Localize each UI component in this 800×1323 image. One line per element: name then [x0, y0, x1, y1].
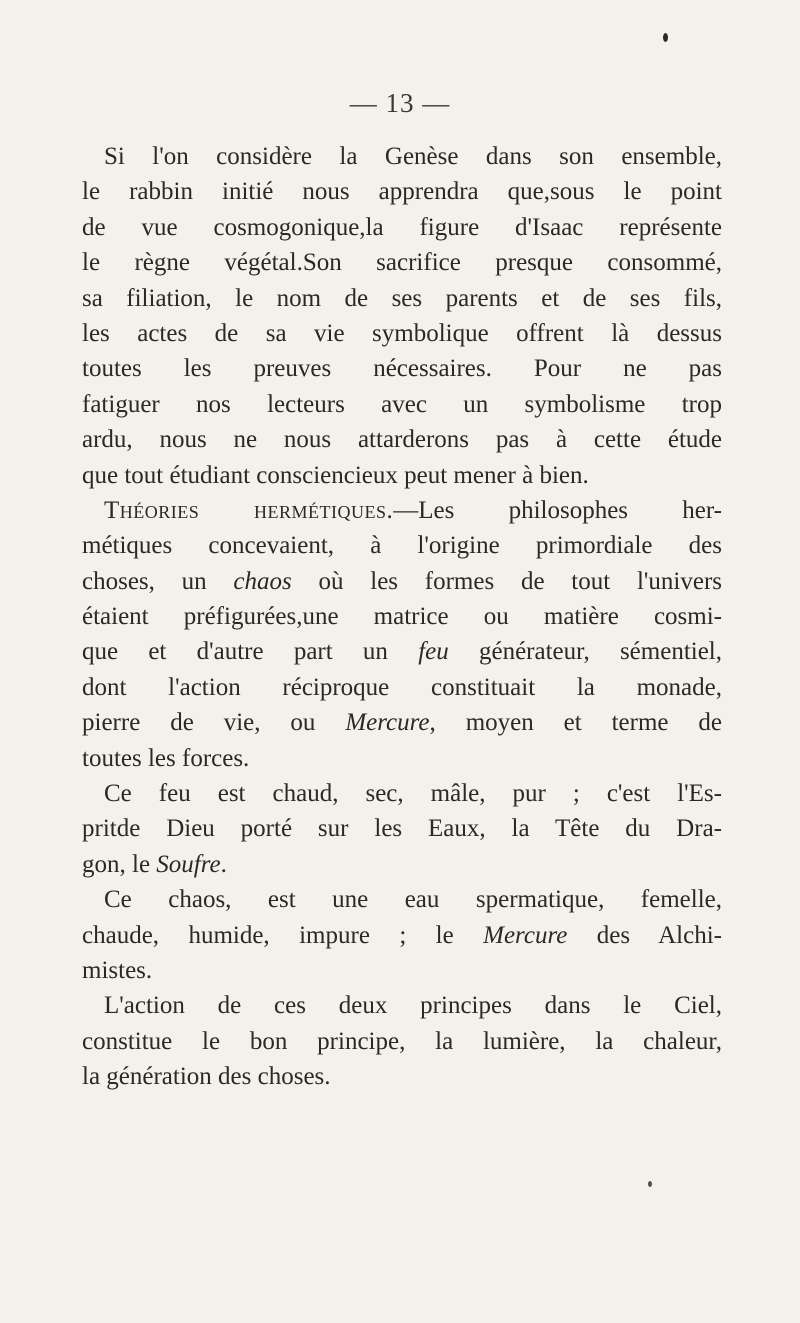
text-line: pierre de vie, ou Mercure, moyen et terme de: [82, 709, 722, 737]
text-line: métiques concevaient, à l'origine primordiale des: [82, 532, 722, 560]
paragraph: [82, 776, 722, 882]
paragraph: [82, 139, 722, 493]
text-line: toutes les preuves nécessaires. Pour ne pas: [82, 355, 722, 383]
text-line: le rabbin initié nous apprendra que,sous le point: [82, 178, 722, 206]
text-line: L'action de ces deux principes dans le Ciel,: [104, 992, 722, 1020]
text-line: ardu, nous ne nous attarderons pas à cette étude: [82, 426, 722, 454]
text-line: constitue le bon principe, la lumière, la chaleur,: [82, 1027, 722, 1055]
text-line: sa filiation, le nom de ses parents et de ses fils,: [82, 284, 722, 312]
italic-term: Soufre: [156, 850, 221, 878]
text-line: gon, le Soufre.: [82, 850, 227, 878]
italic-term: chaos: [233, 567, 292, 595]
ink-speck: [648, 1181, 652, 1187]
text-line: dont l'action réciproque constituait la monade,: [82, 673, 722, 701]
text-line: le règne végétal.Son sacrifice presque consommé,: [82, 249, 722, 277]
text-line: pritde Dieu porté sur les Eaux, la Tête du Dra-: [82, 815, 722, 843]
text-line: mistes.: [82, 956, 153, 984]
section-heading: Théories hermétiques.: [104, 496, 394, 524]
text-line: les actes de sa vie symbolique offrent là dessus: [82, 319, 722, 347]
text-line: que et d'autre part un feu générateur, sémentiel,: [82, 638, 722, 666]
text-line: de vue cosmogonique,la figure d'Isaac représente: [82, 213, 722, 241]
text-line: toutes les forces.: [82, 744, 250, 772]
text-line: Ce chaos, est une eau spermatique, femelle,: [104, 886, 722, 914]
ink-speck: [663, 33, 668, 42]
text-line: étaient préfigurées,une matrice ou matière cosmi-: [82, 603, 722, 631]
text-line: Théories hermétiques.—Les philosophes her-: [104, 496, 722, 524]
page-number: — 13 —: [349, 88, 451, 118]
text-line: que tout étudiant consciencieux peut mener à bien.: [82, 461, 589, 489]
paragraph: [82, 988, 722, 1094]
italic-term: Mercure: [483, 921, 568, 949]
text-line: chaude, humide, impure ; le Mercure des Alchi-: [82, 921, 722, 949]
italic-term: Mercure: [345, 709, 430, 737]
text-line: choses, un chaos où les formes de tout l'univers: [82, 567, 722, 595]
text-line: fatiguer nos lecteurs avec un symbolisme trop: [82, 390, 722, 418]
text-line: la génération des choses.: [82, 1063, 331, 1091]
text-line: Si l'on considère la Genèse dans son ensemble,: [104, 143, 722, 170]
body-text: [82, 139, 722, 1095]
paragraph: [82, 882, 722, 988]
paragraph: [82, 493, 722, 776]
text-line: Ce feu est chaud, sec, mâle, pur ; c'est l'Es-: [104, 780, 722, 808]
italic-term: feu: [418, 638, 449, 666]
